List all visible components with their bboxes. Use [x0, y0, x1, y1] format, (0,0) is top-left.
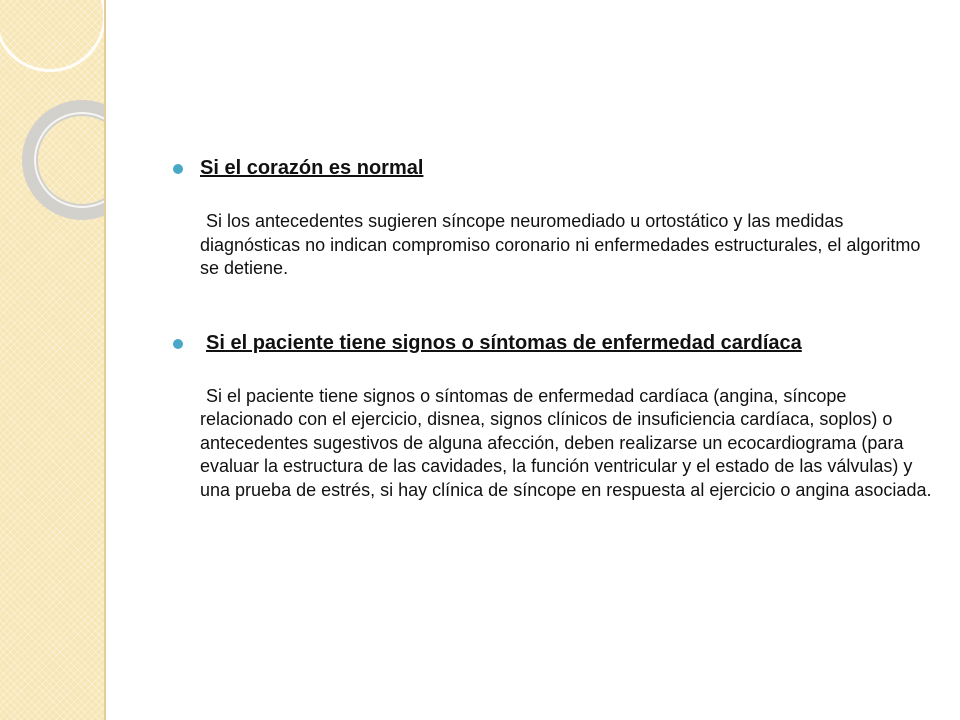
decorative-sidebar [0, 0, 106, 720]
bullet-item-normal-heart [160, 156, 940, 180]
section-heading-normal-heart: Si el corazón es normal [200, 157, 424, 179]
bullet-dot-icon [173, 339, 183, 349]
section-body-cardiac-symptoms: Si el paciente tiene signos o síntomas de enfermedad cardíaca (angina, síncope relacionado con el ejercicio, disnea, signos clínicos de insuficiencia cardíaca, soplos) o antecedentes sugestivos de alguna afección, deben realizarse un ecocardiograma (para evaluar la estructura de las cavidades, la función ventricular y el estado de las válvulas) y una prueba de estrés, si hay clínica de síncope en respuesta al ejercicio o angina asociada. [200, 385, 932, 500]
slide-content [160, 140, 940, 502]
bullet-dot-icon [173, 164, 183, 174]
sidebar-edge-line [104, 0, 106, 720]
bullet-item-cardiac-symptoms [160, 331, 940, 355]
section-heading-cardiac-symptoms: Si el paciente tiene signos o síntomas de enfermedad cardíaca [206, 331, 802, 354]
decorative-ring-top [0, 0, 106, 72]
section-body-normal-heart: Si los antecedentes sugieren síncope neuromediado u ortostático y las medidas diagnósticas no indican compromiso coronario ni enfermedades estructurales, el algoritmo se detiene. [200, 211, 921, 278]
